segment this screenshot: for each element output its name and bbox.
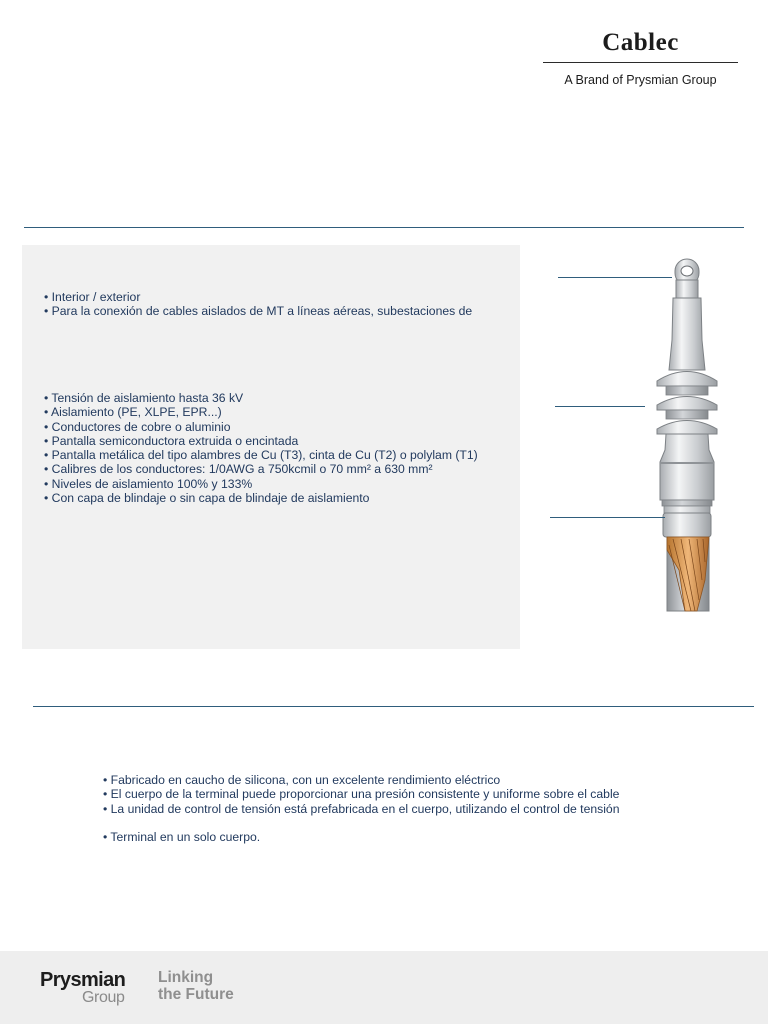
features-list — [103, 773, 620, 844]
list-item: • Para la conexión de cables aislados de MT a líneas aéreas, subestaciones de — [44, 304, 473, 319]
list-item: • Niveles de aislamiento 100% y 133% — [44, 476, 253, 491]
footer-tagline — [158, 969, 234, 1003]
brand-header — [543, 28, 738, 87]
list-item: • Pantalla semiconductora extruida o encintada — [44, 433, 299, 448]
section-divider-top — [24, 227, 744, 228]
callout-line — [550, 517, 665, 518]
list-item: • Pantalla metálica del tipo alambres de Cu (T3), cinta de Cu (T2) o polylam (T1) — [44, 448, 478, 463]
tagline-line: Linking — [158, 969, 214, 986]
brand-subtitle: A Brand of Prysmian Group — [564, 73, 717, 87]
tagline-line: the Future — [158, 986, 234, 1003]
list-spacer — [103, 816, 620, 830]
prysmian-logo — [40, 970, 125, 1005]
list-item: • Conductores de cobre o aluminio — [44, 419, 231, 434]
list-item: • Con capa de blindaje o sin capa de blindaje de aislamiento — [44, 491, 370, 506]
callout-line — [555, 406, 645, 407]
specifications-list — [44, 391, 478, 505]
callout-line — [558, 277, 672, 278]
applications-list — [44, 290, 472, 319]
list-item: • Interior / exterior — [44, 290, 141, 304]
list-item: • La unidad de control de tensión está prefabricada en el cuerpo, utilizando el control de tensión — [103, 801, 620, 816]
list-item: • Calibres de los conductores: 1/0AWG a 750kcmil o 70 mm² a 630 mm² — [44, 462, 433, 477]
logo-group-text: Group — [82, 989, 125, 1006]
section-divider-bottom — [33, 706, 754, 707]
list-item: • Terminal en un solo cuerpo. — [103, 830, 261, 845]
logo-wordmark: Prysmian — [40, 969, 126, 991]
brand-divider — [543, 62, 738, 63]
brand-name: Cablec — [602, 29, 679, 56]
list-item: • El cuerpo de la terminal puede proporcionar una presión consistente y uniforme sobre el cable — [103, 787, 620, 802]
list-item: • Fabricado en caucho de silicona, con un excelente rendimiento eléctrico — [103, 773, 501, 787]
list-item: • Tensión de aislamiento hasta 36 kV — [44, 391, 244, 405]
termination-illustration — [545, 250, 745, 620]
cable-terminal-drawing — [545, 250, 745, 620]
list-item: • Aislamiento (PE, XLPE, EPR...) — [44, 405, 222, 420]
